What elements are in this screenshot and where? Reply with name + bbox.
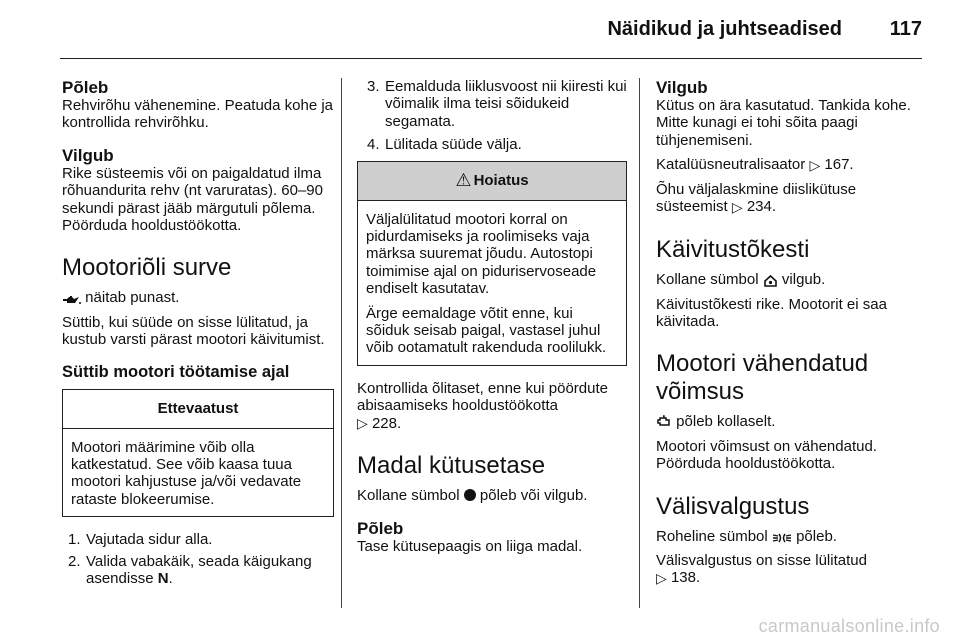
column-2 (357, 78, 627, 555)
list-item: 3. Eemalduda liiklusvoost nii kiiresti kui võimalik ilma teisi sõidukeid segamata. (367, 78, 627, 130)
fuel-dot-icon (464, 489, 476, 501)
warning-text-2: Ärge eemaldage võtit enne, kui sõiduk seisab paigal, vastasel juhul võib ootamatult rakenduda roolilukk. (366, 304, 607, 357)
warning-title: Hoiatus (473, 171, 529, 189)
page-number: 117 (889, 18, 922, 40)
warning-box (357, 161, 627, 366)
heading-oil-pressure: Mootoriõli surve (62, 254, 232, 282)
oil-text: Süttib, kui süüde on sisse lülitatud, ja kustub varsti pärast mootori käivitumist. (62, 313, 325, 349)
heading-running: Süttib mootori töötamise ajal (62, 362, 290, 381)
arrow-right-icon: ▷ (809, 156, 821, 173)
arrow-right-icon: ▷ (731, 198, 743, 215)
engine-icon (656, 415, 672, 429)
heading-exterior-lights: Välisvalgustus (656, 492, 810, 520)
arrow-right-icon: ▷ (357, 415, 368, 432)
vilgub-text: Rike süsteemis või on paigaldatud ilma rõhuandurita rehv (nt varuratas). 60–90 sekundi pärast jääb märgutuli põlema. Pöörduda hooldustöökotta. (62, 164, 323, 235)
list-item: 4. Lülitada süüde välja. (367, 136, 522, 154)
page-reference[interactable]: 234. (746, 198, 777, 216)
heading-fuel-poleb: Põleb (357, 518, 404, 538)
check-oil-text: Kontrollida õlitaset, enne kui pöördute abisaamiseks hooldustöökotta ▷ 228. (357, 379, 609, 432)
oil-status-line (62, 289, 334, 306)
heading-poleb: Põleb (62, 78, 109, 97)
lights-text: Välisvalgustus on sisse lülitatud ▷ 138. (656, 551, 867, 587)
arrow-right-icon: ▷ (656, 569, 667, 586)
heading-reduced-power: Mootori vähendatud võimsus (656, 350, 869, 406)
air-bleed-ref: Õhu väljalaskmine diislikütuse süsteemist ▷ 234. (656, 180, 857, 216)
page-title: Näidikud ja juhtseadised (607, 18, 842, 40)
heading-fuel-vilgub: Vilgub (656, 78, 708, 97)
column-3 (656, 78, 922, 587)
warning-header (358, 162, 626, 201)
immobilizer-text: Käivitustõkesti rike. Mootorit ei saa käivitada. (656, 295, 887, 330)
column-divider-1 (341, 78, 342, 608)
column-divider-2 (639, 78, 640, 608)
page-reference[interactable]: 228. (371, 414, 402, 432)
watermark: carmanualsonline.info (758, 616, 940, 636)
oil-status-text: näitab punast. (85, 289, 180, 307)
fuel-poleb-text: Tase kütusepaagis on liiga madal. (357, 537, 583, 555)
column-1 (62, 78, 334, 588)
fuel-status-line: Kollane sümbol põleb või vilgub. (357, 487, 588, 505)
list-item: 1. Vajutada sidur alla. (68, 531, 213, 549)
poleb-text: Rehvirõhu vähenemine. Peatuda kohe ja kontrollida rehvirõhku. (62, 97, 334, 132)
heading-low-fuel: Madal kütusetase (357, 452, 546, 480)
side-lights-icon (772, 531, 792, 543)
page-reference[interactable]: 167. (824, 156, 854, 174)
immobilizer-status-line: Kollane sümbol vilgub. (656, 271, 826, 289)
power-status-line: põleb kollaselt. (656, 413, 922, 430)
heading-immobilizer: Käivitustõkesti (656, 236, 810, 264)
caution-text: Mootori määrimine võib olla katkestatud. See võib kaasa tuua mootori kahjustuse ja/või vedavate rataste blokeerumise. (71, 438, 302, 508)
immobilizer-key-icon (763, 274, 778, 287)
steps-list-1 (62, 531, 334, 587)
warning-body (358, 201, 626, 365)
heading-vilgub: Vilgub (62, 145, 114, 165)
caution-box (62, 389, 334, 518)
list-item: 2. Valida vabakäik, seada käigukang asendisse N. (68, 552, 312, 588)
header-divider (60, 58, 922, 59)
power-text: Mootori võimsust on vähendatud. Pöörduda hooldustöökotta. (656, 437, 877, 473)
lights-status-line: Roheline sümbol põleb. (656, 527, 837, 545)
caution-title: Ettevaatust (63, 390, 333, 429)
warning-text-1: Väljalülitatud mootori korral on pidurdamiseks ja roolimiseks vaja märksa suuremat jõudu. Autostopi toimimise ajal on piduriservoseade endiselt kasutatav. (366, 210, 597, 298)
page-header (0, 0, 960, 62)
page-reference[interactable]: 138. (670, 569, 701, 587)
catalyst-ref: Katalüüsneutralisaator ▷ 167. (656, 156, 854, 174)
steps-list-2 (357, 78, 627, 154)
oil-can-icon (62, 293, 81, 304)
warning-triangle-icon: ⚠ (455, 169, 472, 190)
fuel-vilgub-text: Kütus on ära kasutatud. Tankida kohe. Mitte kunagi ei tohi sõita paagi tühjenemiseni. (656, 97, 911, 149)
